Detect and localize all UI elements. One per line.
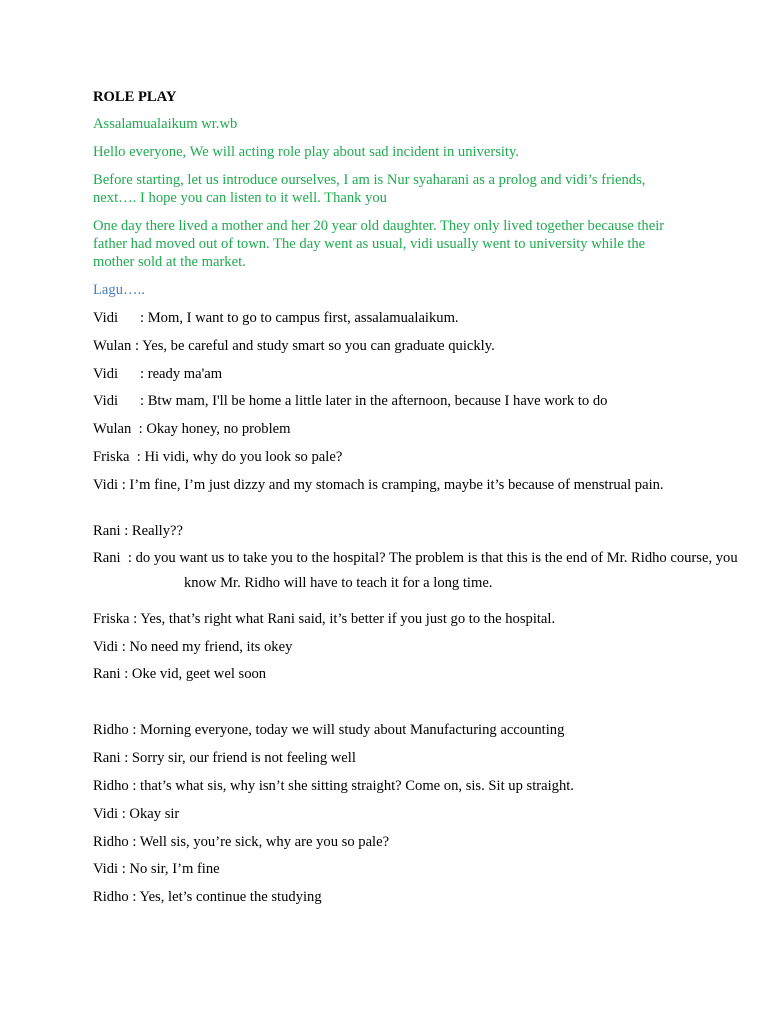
dialogue-line — [93, 420, 673, 438]
dialogue-text: : Yes, be careful and study smart so you can graduate quickly. — [134, 338, 495, 354]
dialogue-line — [93, 721, 673, 739]
dialogue-text: : Mom, I want to go to campus first, assalamualaikum. — [140, 310, 459, 326]
speaker-name: Ridho — [93, 778, 129, 794]
dialogue-text: : ready ma'am — [140, 366, 223, 382]
dialogue-line — [93, 448, 673, 466]
dialogue-text: : Yes, let’s continue the studying — [132, 889, 322, 905]
greeting-line: Assalamualaikum wr.wb — [93, 116, 238, 132]
dialogue-text: : Okay sir — [121, 806, 180, 822]
dialogue-line — [93, 805, 673, 823]
dialogue-line — [93, 610, 673, 628]
dialogue-line — [93, 522, 673, 540]
dialogue-text: : Sorry sir, our friend is not feeling well — [124, 750, 356, 766]
dialogue-text: : that’s what sis, why isn’t she sitting straight? Come on, sis. Sit up straight. — [132, 778, 574, 794]
dialogue-text: : Morning everyone, today we will study about Manufacturing accounting — [132, 722, 565, 738]
dialogue-text: : Oke vid, geet wel soon — [124, 666, 267, 682]
speaker-name: Friska — [93, 611, 130, 627]
dialogue-text: : Hi vidi, why do you look so pale? — [136, 449, 343, 465]
speaker-name: Ridho — [93, 834, 129, 850]
dialogue-text: : Really?? — [124, 523, 183, 539]
narration-paragraph: One day there lived a mother and her 20 year old daughter. They only lived together because their father had moved out of town. The day went as usual, vidi usually went to university while the mother sold at the market. — [93, 218, 665, 270]
dialogue-line — [93, 476, 764, 494]
dialogue-text: : Well sis, you’re sick, why are you so pale? — [132, 834, 390, 850]
dialogue-text: : No need my friend, its okey — [121, 639, 293, 655]
dialogue-text: : Okay honey, no problem — [138, 421, 291, 437]
dialogue-text: : Btw mam, I'll be home a little later in the afternoon, because I have work to do — [140, 393, 608, 409]
dialogue-text: : No sir, I’m fine — [121, 861, 220, 877]
speaker-name: Vidi — [93, 806, 119, 822]
dialogue-text: : do you want us to take you to the hospital? The problem is that this is the end of Mr. Ridho course, you know Mr. Ridho will have to teach it for a long time. — [127, 550, 738, 591]
dialogue-line — [93, 665, 673, 683]
speaker-name: Vidi — [93, 310, 119, 326]
dialogue-line — [93, 365, 673, 383]
dialogue-line — [93, 309, 673, 327]
dialogue-line — [93, 833, 673, 851]
dialogue-line — [93, 337, 673, 355]
speaker-name: Rani — [93, 750, 121, 766]
dialogue-line — [93, 546, 764, 596]
speaker-name: Friska — [93, 449, 130, 465]
intro-line: Hello everyone, We will acting role play about sad incident in university. — [93, 144, 519, 160]
speaker-name: Wulan — [93, 338, 132, 354]
dialogue-line — [93, 638, 673, 656]
speaker-name: Ridho — [93, 889, 129, 905]
song-line: Lagu….. — [93, 282, 145, 298]
dialogue-line — [93, 777, 673, 795]
speaker-name: Rani — [93, 550, 121, 566]
speaker-name: Vidi — [93, 393, 119, 409]
speaker-name: Vidi — [93, 639, 119, 655]
speaker-name: Rani — [93, 666, 121, 682]
speaker-name: Rani — [93, 523, 121, 539]
speaker-name: Vidi — [93, 366, 119, 382]
speaker-name: Vidi — [93, 861, 119, 877]
dialogue-text: : I’m fine, I’m just dizzy and my stomach is cramping, maybe it’s because of menstrual pain. — [121, 477, 664, 493]
prolog-paragraph: Before starting, let us introduce ourselves, I am is Nur syaharani as a prolog and vidi’s friends, next…. I hope you can listen to it well. Thank you — [93, 172, 646, 206]
dialogue-line — [93, 749, 673, 767]
speaker-name: Ridho — [93, 722, 129, 738]
dialogue-text: : Yes, that’s right what Rani said, it’s better if you just go to the hospital. — [133, 611, 556, 627]
dialogue-line — [93, 888, 673, 906]
dialogue-line — [93, 392, 673, 410]
speaker-name: Vidi — [93, 477, 119, 493]
document-title: ROLE PLAY — [93, 89, 177, 105]
speaker-name: Wulan — [93, 421, 132, 437]
dialogue-line — [93, 860, 673, 878]
